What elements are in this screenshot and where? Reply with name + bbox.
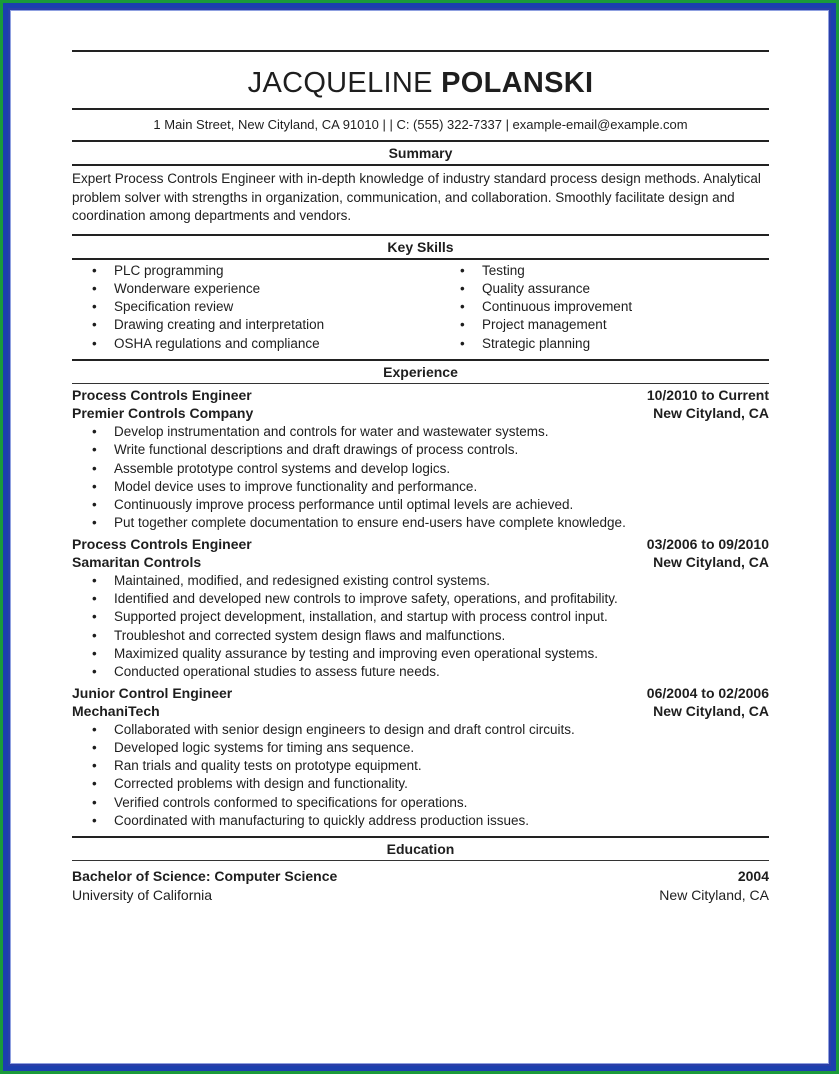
candidate-name [72, 64, 769, 102]
skills-right-column [442, 262, 632, 353]
job-company: Premier Controls Company [72, 405, 254, 422]
job-bullet: • Collaborated with senior design engineers to design and draft control circuits. [92, 721, 769, 739]
education-year: 2004 [737, 868, 769, 885]
job-bullet: • Troubleshot and corrected system design flaws and malfunctions. [92, 627, 769, 645]
education-entry [72, 861, 769, 904]
job-company-row [72, 404, 769, 423]
job-location: New Cityland, CA [653, 554, 769, 571]
top-rule [72, 50, 769, 52]
skill-item: • Strategic planning [460, 335, 632, 353]
job-bullet: • Maintained, modified, and redesigned existing control systems. [92, 572, 769, 590]
job-location: New Cityland, CA [653, 703, 769, 720]
job-bullet: • Identified and developed new controls to improve safety, operations, and profitability. [92, 590, 769, 608]
experience-rule-bottom [72, 383, 769, 384]
job-company: MechaniTech [72, 703, 160, 720]
contact-line: 1 Main Street, New Cityland, CA 91010 | | C: (555) 322-7337 | example-email@example.com [153, 117, 688, 132]
skill-item: • Drawing creating and interpretation [92, 316, 442, 334]
job-header [72, 535, 769, 554]
job-location: New Cityland, CA [653, 405, 769, 422]
job-header [72, 386, 769, 405]
job-bullet: • Maximized quality assurance by testing and improving even operational systems. [92, 645, 769, 663]
experience-heading: Experience [383, 363, 458, 380]
job-role: Process Controls Engineer [72, 386, 252, 403]
job-role: Junior Control Engineer [72, 684, 233, 701]
first-name: JACQUELINE [247, 67, 433, 99]
job-entry [72, 684, 769, 831]
skills-list [72, 260, 769, 359]
resume-document [8, 8, 831, 1066]
job-bullet: • Ran trials and quality tests on prototype equipment. [92, 757, 769, 775]
job-header [72, 684, 769, 703]
summary-text: Expert Process Controls Engineer with in-depth knowledge of industry standard process design methods. Analytical problem solver with strengths in organization, communication, and collaboration. Smoothly facilitate design and coordination among departments and vendors. [72, 171, 761, 223]
job-bullet: • Coordinated with manufacturing to quickly address production issues. [92, 812, 769, 830]
job-dates: 10/2010 to Current [646, 386, 769, 403]
job-bullets [72, 721, 769, 831]
skill-item: • Specification review [92, 298, 442, 316]
education-school: University of California [72, 886, 213, 903]
job-entry [72, 535, 769, 682]
job-bullet: • Develop instrumentation and controls for water and wastewater systems. [92, 423, 769, 441]
resume-page [72, 50, 769, 904]
job-company-row [72, 702, 769, 721]
job-bullet: • Continuously improve process performance until optimal levels are achieved. [92, 496, 769, 514]
education-heading: Education [386, 841, 455, 858]
skill-item: • Testing [460, 262, 632, 280]
job-bullet: • Assemble prototype control systems and develop logics. [92, 460, 769, 478]
job-dates: 03/2006 to 09/2010 [646, 535, 769, 552]
job-bullet: • Put together complete documentation to ensure end-users have complete knowledge. [92, 514, 769, 532]
job-bullets [72, 423, 769, 533]
skill-item: • Wonderware experience [92, 280, 442, 298]
job-dates: 06/2004 to 02/2006 [646, 684, 769, 701]
job-bullet: • Verified controls conformed to specifications for operations. [92, 794, 769, 812]
skills-left-column [72, 262, 442, 353]
job-bullet: • Model device uses to improve functionality and performance. [92, 478, 769, 496]
education-location: New Cityland, CA [659, 886, 769, 903]
education-degree: Bachelor of Science: Computer Science [72, 868, 338, 885]
job-bullet: • Write functional descriptions and draft drawings of process controls. [92, 441, 769, 459]
job-bullet: • Corrected problems with design and functionality. [92, 775, 769, 793]
education-degree-row [72, 867, 769, 886]
job-bullet: • Conducted operational studies to assess future needs. [92, 663, 769, 681]
job-entry [72, 386, 769, 533]
job-company: Samaritan Controls [72, 554, 202, 571]
skill-item: • Project management [460, 316, 632, 334]
job-bullet: • Supported project development, installation, and startup with process control input. [92, 608, 769, 626]
skill-item: • OSHA regulations and compliance [92, 335, 442, 353]
skill-item: • Quality assurance [460, 280, 632, 298]
education-school-row [72, 886, 769, 905]
skill-item: • Continuous improvement [460, 298, 632, 316]
job-role: Process Controls Engineer [72, 535, 252, 552]
job-bullet: • Developed logic systems for timing ans sequence. [92, 739, 769, 757]
skills-heading: Key Skills [387, 238, 454, 255]
summary-heading: Summary [388, 145, 453, 161]
job-company-row [72, 553, 769, 572]
last-name: POLANSKI [441, 67, 594, 99]
job-bullets [72, 572, 769, 682]
skill-item: • PLC programming [92, 262, 442, 280]
